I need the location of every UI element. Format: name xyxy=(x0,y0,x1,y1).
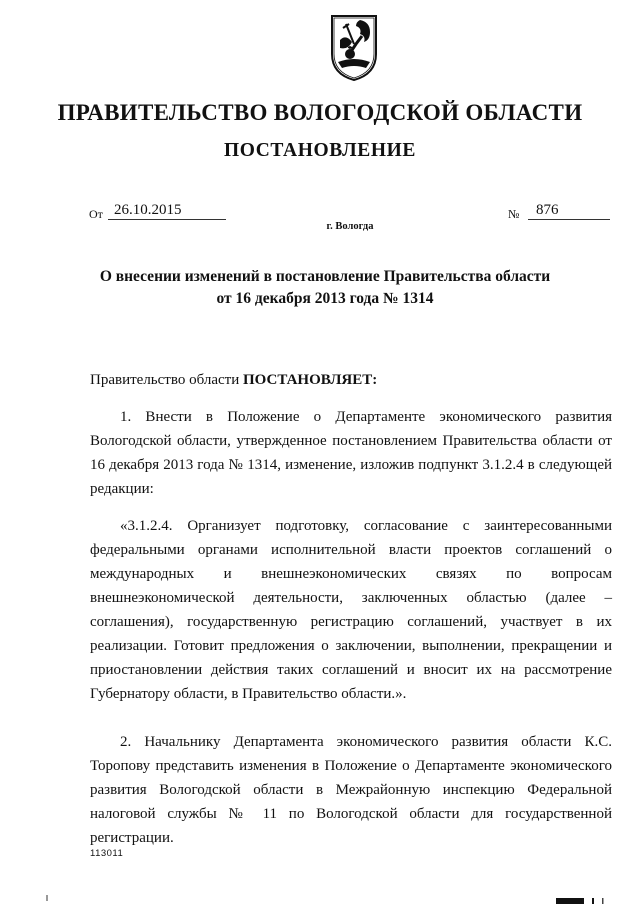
document-subject xyxy=(90,266,560,310)
organization-title: ПРАВИТЕЛЬСТВО ВОЛОГОДСКОЙ ОБЛАСТИ xyxy=(57,100,583,125)
paragraph-quoted-clause: «3.1.2.4. Организует подготовку, согласование с заинтересованными федеральными органами исполнительной власти проектов соглашений о международных и внешнеэкономических связях по вопросам внешнеэкономической деятельности, заключенных областью (далее – соглашения), государственную регистрацию соглашений, участвует в их реализации. Готовит предложения о заключении, выполнении, прекращении и приостановлении действия таких соглашений и вносит их на рассмотрение Губернатору области, в Правительство области.». xyxy=(90,518,612,702)
intro-text: Правительство области xyxy=(90,372,243,388)
intro-decree-word: ПОСТАНОВЛЯЕТ: xyxy=(242,372,378,388)
document-type-title: ПОСТАНОВЛЕНИЕ xyxy=(223,140,417,161)
document-date: 26.10.2015 xyxy=(108,202,226,220)
paragraph-1: 1. Внести в Положение о Департаменте экономического развития Вологодской области, утвержденное постановлением Правительства области от 16 декабря 2013 года № 1314, изменение, изложив подпункт 3.1.2.4 в следующей редакции: xyxy=(90,409,612,497)
city-label: г. Вологда xyxy=(326,221,374,232)
subject-line-1: О внесении изменений в постановление Правительства области xyxy=(99,268,551,285)
date-prefix: От xyxy=(89,207,103,221)
document-number: 876 xyxy=(528,202,610,220)
number-prefix: № xyxy=(508,207,520,221)
stamp-code: 113011 xyxy=(90,848,124,859)
subject-line-2: от 16 декабря 2013 года № 1314 xyxy=(216,290,434,307)
barcode-marks xyxy=(556,893,616,901)
vologda-coat-of-arms-icon xyxy=(326,10,382,84)
scan-mark-left xyxy=(46,895,48,901)
intro-paragraph xyxy=(90,368,612,392)
paragraph-2: 2. Начальнику Департамента экономического развития области К.С. Торопову представить изменения в Положение о Департаменте экономического развития Вологодской области в Межрайонную инспекцию Федеральной налоговой службы № 11 по Вологодской области для государственной регистрации. xyxy=(90,734,612,846)
